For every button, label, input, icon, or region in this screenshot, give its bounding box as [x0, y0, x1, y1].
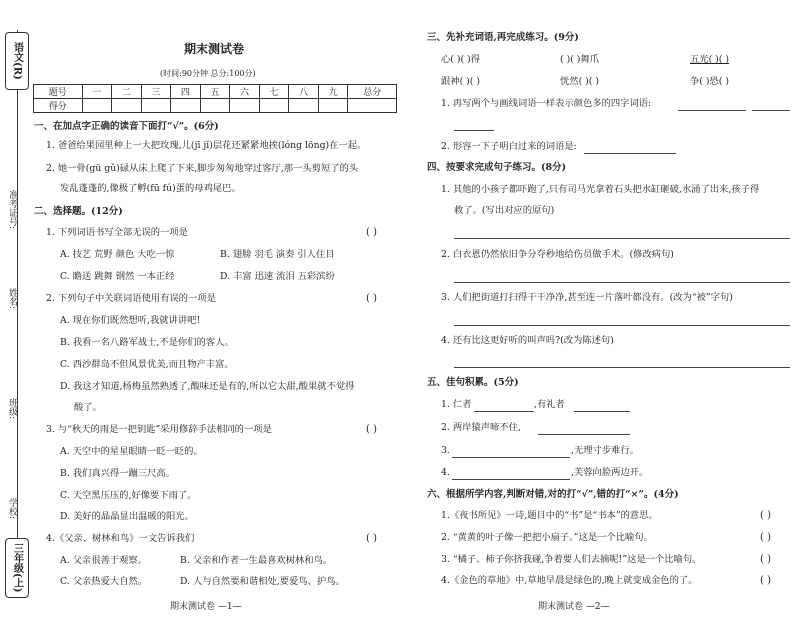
score-cell: 二	[112, 85, 142, 99]
score-input-cell[interactable]	[171, 99, 201, 113]
section-5-heading: 五、佳句积累。(5分)	[427, 377, 519, 388]
s2-question-1: 1. 下列词语书写全部无误的一项是	[46, 227, 188, 238]
s5-line-1b: ,有礼者	[534, 399, 565, 410]
score-table-score-row	[34, 99, 397, 113]
s2-q3-option-c: C. 天空黑压压的,好像要下雨了。	[60, 490, 197, 501]
s3-word-2[interactable]: ( )( )舞爪	[560, 54, 600, 65]
class-field-label: 班级:	[7, 398, 17, 420]
s2-q3-option-a: A. 天空中的星星眼睛一眨一眨的。	[60, 446, 203, 457]
answer-paren[interactable]: ( )	[760, 532, 771, 543]
s3-question-1: 1. 再写两个与画线词语一样表示颜色多的四字词语:	[441, 98, 652, 109]
s2-q4-option-d: D. 人与自然要和谐相处,要爱鸟、护鸟。	[180, 576, 345, 587]
answer-paren[interactable]: ( )	[366, 424, 377, 435]
s3-word-1[interactable]: 心( )( )得	[441, 54, 481, 65]
s5-line-3-num: 3.	[441, 445, 450, 456]
s4-question-3: 3. 人们把街道打扫得干干净净,甚至连一片落叶都没有。(改为“被”字句)	[441, 292, 733, 303]
s5-line-4: ,芙蓉向脸两边开。	[571, 467, 649, 478]
s2-q4-option-a: A. 父亲很善于观察。	[60, 555, 147, 566]
s2-q2-option-d-cont: 酸了。	[74, 402, 102, 413]
answer-line[interactable]	[574, 411, 630, 412]
answer-paren[interactable]: ( )	[760, 554, 771, 565]
score-cell: 六	[230, 85, 260, 99]
score-cell: 得分	[34, 99, 83, 113]
s6-statement-1: 1.《夜书所见》一诗,题目中的“书”是“书本”的意思。	[441, 510, 658, 521]
score-table-header-row	[34, 85, 397, 99]
answer-line[interactable]	[474, 411, 534, 412]
s2-question-2: 2. 下列句子中关联词语使用有误的一项是	[46, 293, 216, 304]
score-input-cell[interactable]	[112, 99, 142, 113]
section-4-heading: 四、按要求完成句子练习。(8分)	[427, 162, 567, 173]
score-input-cell[interactable]	[200, 99, 230, 113]
answer-paren[interactable]: ( )	[760, 510, 771, 521]
subject-label: 语文(R)	[5, 32, 29, 90]
answer-line[interactable]	[454, 130, 494, 131]
grade-label: 三年级(上)	[5, 538, 29, 598]
exam-id-field-label: 准考证号:	[7, 190, 17, 230]
section-1-heading: 一、在加点字正确的读音下面打“√”。(6分)	[34, 121, 219, 132]
score-input-cell[interactable]	[230, 99, 260, 113]
s3-word-5[interactable]: 恍然( )( )	[560, 76, 600, 87]
score-input-cell[interactable]	[348, 99, 397, 113]
score-cell: 九	[318, 85, 348, 99]
score-cell: 七	[259, 85, 289, 99]
answer-line[interactable]	[454, 367, 790, 368]
s1-question-2-cont: 发乱蓬蓬的,像极了孵(fū fú)蛋的母鸡尾巴。	[60, 183, 241, 194]
s2-q1-option-b: B. 翅膀 羽毛 演奏 引人住目	[220, 249, 335, 260]
s4-question-2: 2. 白衣恩仍然依旧争分夺秒地给伤员做手术。(修改病句)	[441, 249, 674, 260]
answer-line[interactable]	[452, 457, 570, 458]
s3-word-6[interactable]: 争( )恐( )	[690, 76, 730, 87]
answer-line[interactable]	[584, 153, 676, 154]
s2-q3-option-d: D. 美好的晶晶显出温暖的阳光。	[60, 511, 194, 522]
s4-question-1: 1. 其他的小孩子都吓跑了,只有司马光拿着石头把水缸砸破,水涌了出来,孩子得	[441, 184, 760, 195]
score-cell: 四	[171, 85, 201, 99]
page-footer-right: 期末测试卷 —2—	[538, 602, 610, 612]
s2-q4-option-b: B. 父亲和作者一生最喜欢树林和鸟。	[180, 555, 333, 566]
score-input-cell[interactable]	[259, 99, 289, 113]
s3-question-2: 2. 形容一下子明白过来的词语是:	[441, 141, 577, 152]
s2-q1-option-c: C. 瞻送 跳舞 钢然 一本正经	[60, 271, 175, 282]
s2-q2-option-d: D. 我这才知道,杨梅虽然熟透了,酸味还是有的,所以它太甜,酸果就不觉得	[60, 381, 355, 392]
score-cell: 三	[141, 85, 171, 99]
s5-line-4-num: 4.	[441, 467, 450, 478]
score-cell: 总分	[348, 85, 397, 99]
s6-statement-3: 3. “橘子、柿子你挤我碰,争着要人们去摘呢!”这是一个比喻句。	[441, 554, 702, 565]
page-subtitle: (时间:90分钟 总分:100分)	[160, 69, 256, 78]
answer-line[interactable]	[452, 479, 570, 480]
s2-q1-option-d: D. 丰富 迅速 流泪 五彩滨纷	[220, 271, 335, 282]
s5-line-3: ,无理寸步难行。	[571, 445, 640, 456]
s2-q3-option-b: B. 我们真兴得一蹦三尺高。	[60, 468, 176, 479]
answer-line[interactable]	[538, 434, 630, 435]
score-cell: 题号	[34, 85, 83, 99]
score-cell: 五	[200, 85, 230, 99]
s3-word-3[interactable]: 五光( )( )	[690, 54, 730, 65]
answer-paren[interactable]: ( )	[366, 227, 377, 238]
score-input-cell[interactable]	[289, 99, 319, 113]
section-3-heading: 三、先补充词语,再完成练习。(9分)	[427, 32, 579, 43]
answer-paren[interactable]: ( )	[760, 575, 771, 586]
answer-paren[interactable]: ( )	[366, 293, 377, 304]
page-footer-left: 期末测试卷 —1—	[170, 602, 242, 612]
s2-question-3: 3. 与“秋天的雨是一把钥匙”采用修辞手法相同的一项是	[46, 424, 272, 435]
s6-statement-4: 4.《金色的草地》中,草地早晨是绿色的,晚上就变成金色的了。	[441, 575, 698, 586]
s3-word-4[interactable]: 跟神( )( )	[441, 76, 481, 87]
s5-line-2: 2. 两岸猿声啼不住,	[441, 422, 521, 433]
section-6-heading: 六、根据所学内容,判断对错,对的打“√”,错的打“×”。(4分)	[427, 489, 679, 500]
score-table	[33, 84, 397, 113]
s2-q2-option-b: B. 我看一名八路军战士,不是你们的客人。	[60, 337, 234, 348]
s4-question-4: 4. 还有比这更好听的叫声吗?(改为陈述句)	[441, 335, 614, 346]
page-title: 期末测试卷	[184, 42, 245, 56]
s2-q2-option-a: A. 现在你们既然想听,我就讲讲吧!	[60, 315, 201, 326]
s4-question-1-cont: 救了。(写出对应的原句)	[454, 205, 555, 216]
s1-question-2: 2. 她一骨(gū gǔ)碌从床上爬了下来,脚步匆匆地穿过客厅,那一头剪短了的头	[46, 163, 359, 174]
answer-line[interactable]	[752, 110, 790, 111]
s2-q1-option-a: A. 技艺 荒野 颜色 大吃一惊	[60, 249, 175, 260]
score-cell: 一	[82, 85, 112, 99]
s1-question-1: 1. 爸爸给果园里种上一大把玫瑰,儿(jī jǐ)层花还紧紧地挨(lóng lōng)在一起。	[46, 140, 367, 151]
score-input-cell[interactable]	[141, 99, 171, 113]
score-input-cell[interactable]	[82, 99, 112, 113]
name-field-label: 姓名:	[7, 288, 17, 310]
answer-line[interactable]	[454, 238, 790, 239]
school-field-label: 学校:	[7, 498, 17, 520]
answer-line[interactable]	[454, 282, 790, 283]
s2-q2-option-c: C. 西沙群岛不但风景优美,而且物产丰富。	[60, 359, 234, 370]
answer-line[interactable]	[454, 325, 790, 326]
answer-paren[interactable]: ( )	[366, 533, 377, 544]
score-input-cell[interactable]	[318, 99, 348, 113]
s2-q4-option-c: C. 父亲热爱大自然。	[60, 576, 148, 587]
s2-question-4: 4.《父亲、树林和鸟》一文告诉我们	[46, 533, 195, 544]
s5-line-1a: 1. 仁者	[441, 399, 472, 410]
s6-statement-2: 2. “黄黄的叶子像一把把小扇子。”这是一个比喻句。	[441, 532, 653, 543]
section-2-heading: 二、选择题。(12分)	[34, 206, 123, 217]
answer-line[interactable]	[678, 110, 746, 111]
score-cell: 八	[289, 85, 319, 99]
